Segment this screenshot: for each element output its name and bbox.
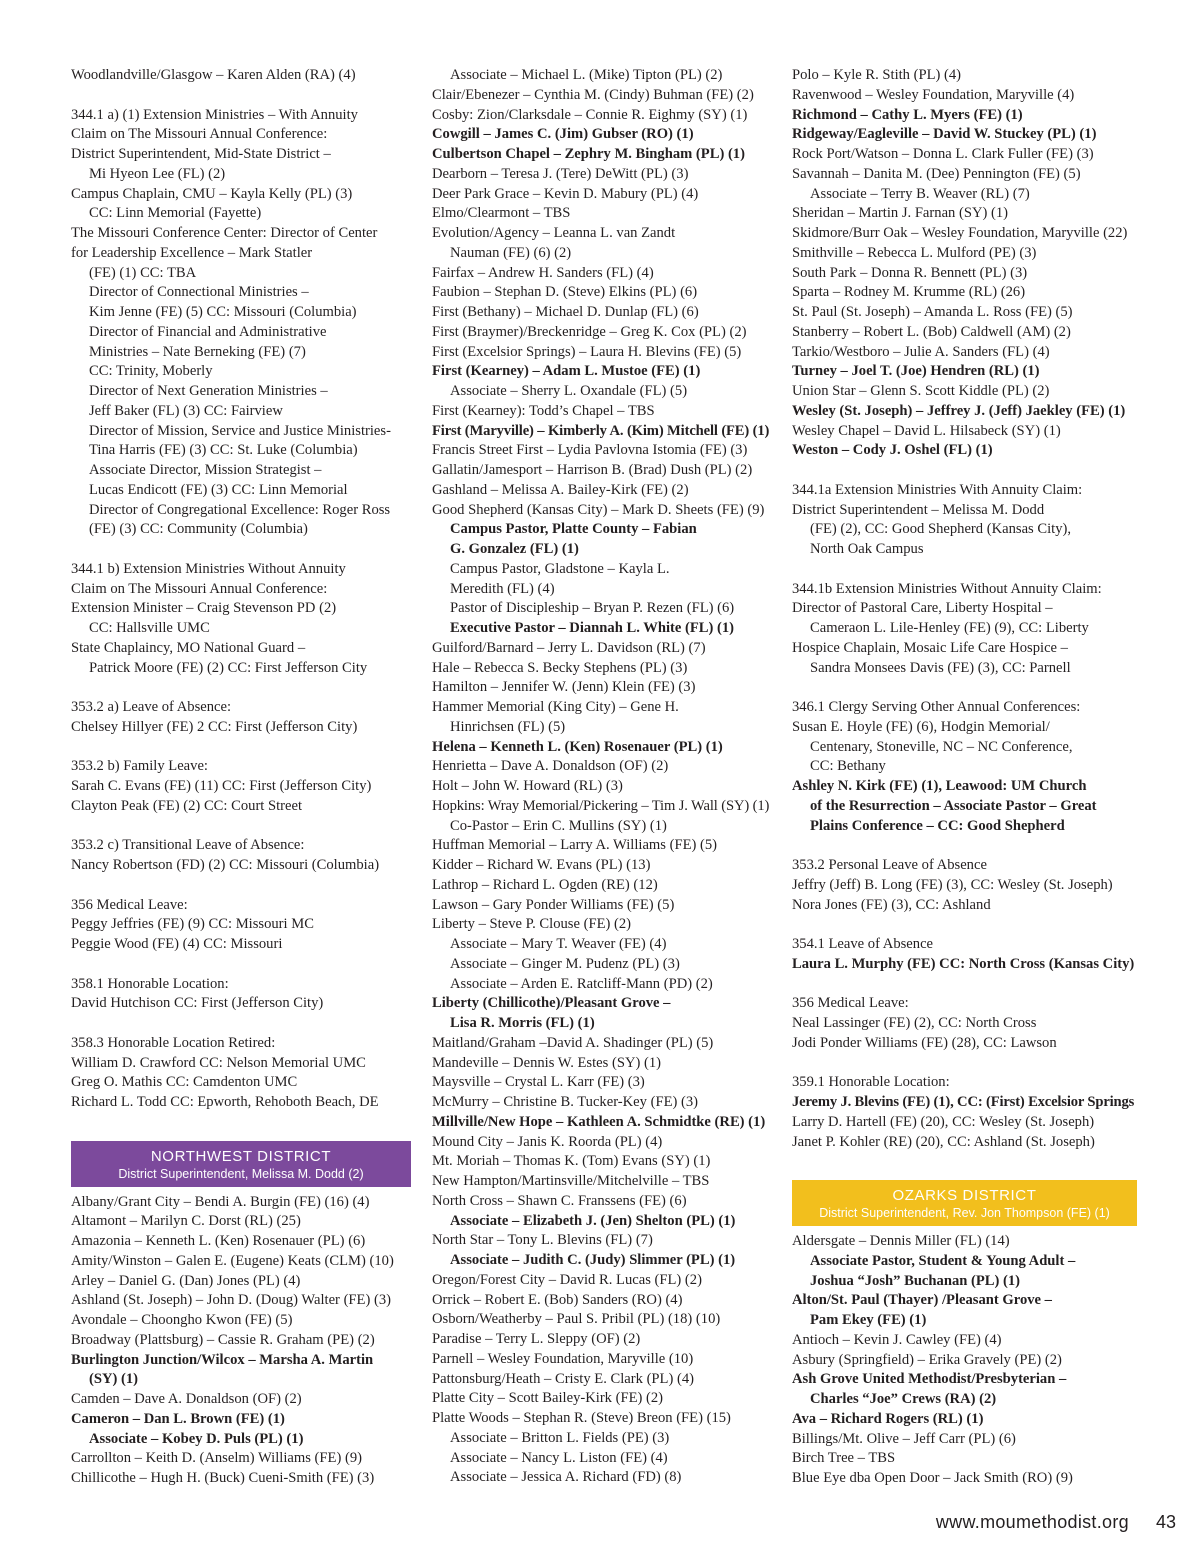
appointment-line: Mt. Moriah – Thomas K. (Tom) Evans (SY) (1) (432, 1153, 711, 1170)
appointment-line: Osborn/Weatherby – Paul S. Pribil (PL) (18) (10) (432, 1311, 721, 1328)
appointment-line: Pastor of Discipleship – Bryan P. Rezen (FL) (6) (450, 600, 735, 617)
appointment-line: First (Kearney): Todd’s Chapel – TBS (432, 402, 655, 419)
appointment-line: North Oak Campus (810, 541, 924, 557)
spacer (792, 975, 1137, 995)
appointment-line: Deer Park Grace – Kevin D. Mabury (PL) (4) (432, 185, 699, 202)
appointment-line: North Star – Tony L. Blevins (FL) (7) (432, 1232, 653, 1249)
appointment-line: Woodlandville/Glasgow – Karen Alden (RA) (4) (71, 67, 356, 83)
appointment-line: Millville/New Hope – Kathleen A. Schmidtke (RE) (1) (432, 1113, 766, 1130)
appointment-line: Albany/Grant City – Bendi A. Burgin (FE) (16) (4) (71, 1193, 370, 1210)
appointment-line: Dearborn – Teresa J. (Tere) DeWitt (PL) (3) (432, 165, 689, 182)
appointment-line: 353.2 c) Transitional Leave of Absence: (71, 837, 305, 854)
appointment-line: Sparta – Rodney M. Krumme (RL) (26) (792, 284, 1026, 301)
appointment-line: Plains Conference – CC: Good Shepherd (810, 817, 1065, 834)
spacer (71, 955, 411, 975)
appointment-line: 353.2 Personal Leave of Absence (792, 857, 987, 873)
appointment-line: Carrollton – Keith D. (Anselm) Williams (FE) (9) (71, 1450, 362, 1467)
appointment-line: Director of Mission, Service and Justice Ministries- (89, 422, 391, 439)
column-right (792, 66, 1137, 1489)
appointment-line: 353.2 a) Leave of Absence: (71, 699, 232, 715)
appointment-line: Laura L. Murphy (FE) CC: North Cross (Kansas City) (792, 955, 1135, 972)
appointment-line: Helena – Kenneth L. (Ken) Rosenauer (PL) (1) (432, 738, 723, 755)
appointment-line: Claim on The Missouri Annual Conference: (71, 580, 328, 597)
appointment-line: District Superintendent, Mid-State District – (71, 146, 331, 162)
appointment-line: South Park – Donna R. Bennett (PL) (3) (792, 264, 1028, 281)
appointment-line: CC: Hallsville UMC (89, 620, 210, 636)
ozarks-district-banner (792, 1180, 1137, 1226)
appointment-line: North Cross – Shawn C. Franssens (FE) (6) (432, 1192, 687, 1209)
appointment-line: Alton/St. Paul (Thayer) /Pleasant Grove – (792, 1292, 1052, 1309)
appointment-line: 356 Medical Leave: (71, 896, 188, 913)
appointment-line: Clayton Peak (FE) (2) CC: Court Street (71, 797, 303, 814)
appointment-line: Huffman Memorial – Larry A. Williams (FE) (5) (432, 837, 718, 854)
appointment-line: Clair/Ebenezer – Cynthia M. (Cindy) Buhman (FE) (2) (432, 86, 754, 103)
appointment-line: Richard L. Todd CC: Epworth, Rehoboth Beach, DE (71, 1094, 379, 1110)
spacer (71, 1014, 411, 1034)
appointment-line: Gallatin/Jamesport – Harrison B. (Brad) Dush (PL) (2) (432, 462, 753, 478)
appointment-line: Liberty – Steve P. Clouse (FE) (2) (432, 916, 632, 933)
appointment-line: Nora Jones (FE) (3), CC: Ashland (792, 896, 991, 913)
appointment-line: The Missouri Conference Center: Director of Center (71, 225, 378, 241)
appointment-line: Guilford/Barnard – Jerry L. Davidson (RL) (7) (432, 639, 706, 656)
appointment-line: First (Kearney) – Adam L. Mustoe (FE) (1) (432, 363, 701, 380)
appointment-line: Ash Grove United Methodist/Presbyterian – (792, 1371, 1067, 1388)
appointment-line: Associate – Britton L. Fields (PE) (3) (450, 1429, 670, 1446)
appointment-line: Associate – Kobey D. Puls (PL) (1) (89, 1430, 304, 1447)
appointment-line: Asbury (Springfield) – Erika Gravely (PE) (2) (792, 1351, 1062, 1368)
appointment-line: Associate – Michael L. (Mike) Tipton (PL) (2) (450, 67, 723, 83)
appointment-line: Claim on The Missouri Annual Conference: (71, 126, 328, 143)
appointment-line: Peggie Wood (FE) (4) CC: Missouri (71, 936, 283, 952)
appointment-line: Hopkins: Wray Memorial/Pickering – Tim J. Wall (SY) (1) (432, 797, 770, 814)
appointment-line: Rock Port/Watson – Donna L. Clark Fuller (FE) (3) (792, 146, 1094, 162)
appointment-line: Campus Pastor, Gladstone – Kayla L. (450, 560, 670, 577)
page-number: 43 (1155, 1512, 1176, 1532)
appointment-line: Hale – Rebecca S. Becky Stephens (PL) (3) (432, 659, 688, 676)
appointment-line: Union Star – Glenn S. Scott Kiddle (PL) (2) (792, 383, 1050, 399)
spacer (792, 915, 1137, 935)
appointment-line: Cameron – Dan L. Brown (FE) (1) (71, 1410, 285, 1427)
appointment-line: of the Resurrection – Associate Pastor – Great (810, 797, 1097, 814)
appointment-line: Evolution/Agency – Leanna L. van Zandt (432, 225, 676, 241)
spacer (71, 738, 411, 758)
appointment-line: Associate – Mary T. Weaver (FE) (4) (450, 936, 667, 952)
appointment-line: Joshua “Josh” Buchanan (PL) (1) (810, 1272, 1021, 1289)
appointment-line: Ridgeway/Eagleville – David W. Stuckey (PL) (1) (792, 126, 1097, 143)
appointment-line: Larry D. Hartell (FE) (20), CC: Wesley (St. Joseph) (792, 1113, 1095, 1130)
appointment-line: Savannah – Danita M. (Dee) Pennington (FE) (5) (792, 165, 1081, 182)
appointment-line: Gashland – Melissa A. Bailey-Kirk (FE) (2) (432, 481, 689, 498)
appointment-line: Nauman (FE) (6) (2) (450, 244, 572, 261)
appointment-line: Francis Street First – Lydia Pavlovna Istomia (FE) (3) (432, 442, 748, 459)
appointment-line: Polo – Kyle R. Stith (PL) (4) (792, 67, 962, 83)
appointment-line: Holt – John W. Howard (RL) (3) (432, 778, 623, 794)
appointment-line: Jeremy J. Blevins (FE) (1), CC: (First) Excelsior Springs (792, 1094, 1135, 1110)
appointment-line: Lucas Endicott (FE) (3) CC: Linn Memorial (89, 481, 348, 498)
appointment-line: 344.1 b) Extension Ministries Without Annuity (71, 560, 346, 577)
appointment-line: Birch Tree – TBS (792, 1450, 896, 1467)
appointment-line: Mandeville – Dennis W. Estes (SY) (1) (432, 1054, 662, 1071)
footer-url[interactable]: www.moumethodist.org (935, 1512, 1129, 1532)
appointment-line: Weston – Cody J. Oshel (FL) (1) (792, 442, 993, 459)
appointment-line: CC: Bethany (810, 758, 886, 775)
appointment-line: Wesley Chapel – David L. Hilsabeck (SY) (1) (792, 422, 1061, 439)
appointment-line: Director of Congregational Excellence: Roger Ross (89, 501, 391, 518)
appointment-line: Associate – Ginger M. Pudenz (PL) (3) (450, 955, 680, 972)
appointment-line: Sheridan – Martin J. Farnan (SY) (1) (792, 205, 1009, 222)
appointment-line: Chelsey Hillyer (FE) 2 CC: First (Jefferson City) (71, 718, 358, 735)
appointment-line: Charles “Joe” Crews (RA) (2) (810, 1391, 997, 1407)
appointment-line: CC: Trinity, Moberly (89, 363, 213, 380)
appointment-line: Tina Harris (FE) (3) CC: St. Luke (Columbia) (89, 442, 358, 459)
spacer (792, 836, 1137, 856)
appointment-line: Associate – Sherry L. Oxandale (FL) (5) (450, 383, 688, 399)
appointment-line: Peggy Jeffries (FE) (9) CC: Missouri MC (71, 916, 314, 933)
appointment-line: Smithville – Rebecca L. Mulford (PE) (3) (792, 244, 1037, 261)
appointment-line: Liberty (Chillicothe)/Pleasant Grove – (432, 995, 671, 1012)
appointment-line: Associate Pastor, Student & Young Adult – (810, 1252, 1076, 1269)
column-left (71, 66, 411, 1489)
appointment-line: Henrietta – Dave A. Donaldson (OF) (2) (432, 758, 669, 775)
appointment-line: First (Bethany) – Michael D. Dunlap (FL) (6) (432, 304, 699, 320)
appointment-line: Altamont – Marilyn C. Dorst (RL) (25) (71, 1213, 301, 1230)
appointment-line: First (Excelsior Springs) – Laura H. Blevins (FE) (5) (432, 343, 742, 360)
appointment-line: Mound City – Janis K. Roorda (PL) (4) (432, 1133, 663, 1150)
appointment-line: Hinrichsen (FL) (5) (450, 718, 566, 735)
appointment-line: State Chaplaincy, MO National Guard – (71, 639, 306, 656)
appointment-line: Maitland/Graham –David A. Shadinger (PL) (5) (432, 1034, 714, 1051)
appointment-line: Ashley N. Kirk (FE) (1), Leawood: UM Church (792, 778, 1087, 794)
appointment-line: District Superintendent – Melissa M. Dodd (792, 501, 1045, 518)
appointment-line: Culbertson Chapel – Zephry M. Bingham (PL) (1) (432, 146, 745, 162)
appointment-line: Lisa R. Morris (FL) (1) (450, 1015, 595, 1031)
appointment-line: New Hampton/Martinsville/Mitchelville – TBS (432, 1173, 710, 1189)
appointment-line: Hospice Chaplain, Mosaic Life Care Hospice – (792, 639, 1068, 656)
appointment-line: Nancy Robertson (FD) (2) CC: Missouri (Columbia) (71, 857, 380, 873)
appointment-line: Extension Minister – Craig Stevenson PD (2) (71, 600, 337, 617)
spacer (792, 1054, 1137, 1074)
appointment-line: Hammer Memorial (King City) – Gene H. (432, 699, 679, 715)
appointment-line: Associate Director, Mission Strategist – (89, 462, 322, 478)
spacer (792, 1152, 1137, 1172)
appointment-line: Elmo/Clearmont – TBS (432, 205, 571, 222)
column-middle (432, 66, 772, 1488)
appointment-line: David Hutchison CC: First (Jefferson City) (71, 995, 324, 1012)
appointment-line: for Leadership Excellence – Mark Statler (71, 244, 313, 261)
appointment-line: Cowgill – James C. (Jim) Gubser (RO) (1) (432, 126, 694, 143)
appointment-line: Susan E. Hoyle (FE) (6), Hodgin Memorial/ (792, 718, 1050, 735)
spacer (71, 817, 411, 837)
spacer (71, 1113, 411, 1133)
appointment-line: Camden – Dave A. Donaldson (OF) (2) (71, 1391, 302, 1407)
northwest-district-banner (71, 1141, 411, 1187)
appointment-line: (FE) (3) CC: Community (Columbia) (89, 521, 308, 538)
appointment-line: Amazonia – Kenneth L. (Ken) Rosenauer (PL) (6) (71, 1233, 366, 1249)
appointment-line: Campus Pastor, Platte County – Fabian (450, 521, 697, 538)
spacer (71, 876, 411, 896)
appointment-line: Amity/Winston – Galen E. (Eugene) Keats (CLM) (10) (71, 1252, 394, 1269)
appointment-line: Avondale – Choongho Kwon (FE) (5) (71, 1312, 293, 1328)
appointment-line: Paradise – Terry L. Sleppy (OF) (2) (432, 1331, 641, 1347)
district-name: OZARKS DISTRICT (892, 1187, 1037, 1204)
spacer (71, 540, 411, 560)
appointment-line: Associate – Terry B. Weaver (RL) (7) (810, 185, 1030, 202)
spacer (71, 86, 411, 106)
appointment-line: Oregon/Forest City – David R. Lucas (FL) (2) (432, 1271, 702, 1288)
appointment-line: Hamilton – Jennifer W. (Jenn) Klein (FE) (3) (432, 679, 696, 696)
appointment-line: (SY) (1) (89, 1371, 139, 1388)
district-superintendent: District Superintendent, Rev. Jon Thompson (FE) (1) (819, 1206, 1110, 1220)
appointment-line: Centenary, Stoneville, NC – NC Conference, (810, 738, 1073, 755)
appointment-line: Jodi Ponder Williams (FE) (28), CC: Lawson (792, 1034, 1057, 1051)
spacer (792, 461, 1137, 481)
appointment-line: 346.1 Clergy Serving Other Annual Conferences: (792, 699, 1081, 715)
spacer (71, 678, 411, 698)
appointment-line: First (Maryville) – Kimberly A. (Kim) Mitchell (FE) (1) (432, 422, 770, 439)
appointment-line: Sarah C. Evans (FE) (11) CC: First (Jefferson City) (71, 778, 372, 794)
appointment-line: Billings/Mt. Olive – Jeff Carr (PL) (6) (792, 1430, 1016, 1447)
appointment-line: Cosby: Zion/Clarksdale – Connie R. Eighmy (SY) (1) (432, 106, 748, 123)
appointment-line: 344.1b Extension Ministries Without Annuity Claim: (792, 580, 1102, 597)
appointment-line: Greg O. Mathis CC: Camdenton UMC (71, 1074, 298, 1091)
appointment-line: Associate – Judith C. (Judy) Slimmer (PL) (1) (450, 1252, 736, 1268)
appointment-line: Pattonsburg/Heath – Cristy E. Clark (PL) (4) (432, 1370, 694, 1387)
appointment-line: Stanberry – Robert L. (Bob) Caldwell (AM) (2) (792, 323, 1071, 340)
appointment-line: Executive Pastor – Diannah L. White (FL) (1) (450, 620, 735, 636)
appointment-line: Meredith (FL) (4) (450, 580, 555, 597)
appointment-line: Burlington Junction/Wilcox – Marsha A. Martin (71, 1351, 374, 1368)
appointment-line: Ava – Richard Rogers (RL) (1) (792, 1410, 984, 1427)
appointment-line: Director of Financial and Administrative (89, 323, 327, 340)
appointment-line: Sandra Monsees Davis (FE) (3), CC: Parnell (810, 659, 1071, 676)
appointment-line: Director of Pastoral Care, Liberty Hospital – (792, 600, 1053, 617)
appointment-line: Associate – Nancy L. Liston (FE) (4) (450, 1449, 668, 1466)
appointment-line: Orrick – Robert E. (Bob) Sanders (RO) (4) (432, 1291, 683, 1308)
appointment-line: Arley – Daniel G. (Dan) Jones (PL) (4) (71, 1272, 301, 1289)
appointment-line: 359.1 Honorable Location: (792, 1074, 950, 1091)
appointment-line: Director of Next Generation Ministries – (89, 383, 328, 399)
appointment-line: St. Paul (St. Joseph) – Amanda L. Ross (FE) (5) (792, 304, 1073, 320)
appointment-line: 356 Medical Leave: (792, 995, 909, 1012)
appointment-line: Chillicothe – Hugh H. (Buck) Cueni-Smith (FE) (3) (71, 1470, 375, 1486)
appointment-line: Patrick Moore (FE) (2) CC: First Jefferson City (89, 659, 368, 676)
appointment-line: (FE) (1) CC: TBA (89, 264, 197, 281)
appointment-line: Director of Connectional Ministries – (89, 284, 309, 301)
appointment-line: 358.3 Honorable Location Retired: (71, 1034, 276, 1051)
appointment-line: McMurry – Christine B. Tucker-Key (FE) (3) (432, 1094, 699, 1110)
appointment-line: Lawson – Gary Ponder Williams (FE) (5) (432, 896, 675, 913)
appointment-line: Turney – Joel T. (Joe) Hendren (RL) (1) (792, 363, 1040, 380)
appointment-line: Cameraon L. Lile-Henley (FE) (9), CC: Liberty (810, 620, 1089, 636)
appointment-line: Lathrop – Richard L. Ogden (RE) (12) (432, 876, 658, 893)
appointment-line: William D. Crawford CC: Nelson Memorial UMC (71, 1054, 366, 1071)
appointment-line: Ravenwood – Wesley Foundation, Maryville (4) (792, 86, 1075, 103)
appointment-line: Pam Ekey (FE) (1) (810, 1312, 927, 1328)
appointment-line: 358.1 Honorable Location: (71, 975, 229, 992)
appointment-line: Co-Pastor – Erin C. Mullins (SY) (1) (450, 817, 667, 834)
appointment-line: Associate – Arden E. Ratcliff-Mann (PD) (2) (450, 975, 713, 992)
appointment-line: Blue Eye dba Open Door – Jack Smith (RO) (9) (792, 1470, 1073, 1486)
appointment-line: 344.1 a) (1) Extension Ministries – With Annuity (71, 106, 358, 123)
appointment-line: Tarkio/Westboro – Julie A. Sanders (FL) (4) (792, 343, 1050, 360)
appointment-line: Skidmore/Burr Oak – Wesley Foundation, Maryville (22) (792, 225, 1128, 241)
appointment-line: Campus Chaplain, CMU – Kayla Kelly (PL) (3) (71, 185, 353, 202)
appointment-line: G. Gonzalez (FL) (1) (450, 541, 579, 557)
appointment-line: Associate – Jessica A. Richard (FD) (8) (450, 1469, 682, 1486)
appointment-line: Good Shepherd (Kansas City) – Mark D. Sheets (FE) (9) (432, 501, 765, 518)
appointment-line: 354.1 Leave of Absence (792, 936, 934, 952)
page-footer (0, 1512, 1176, 1533)
spacer (792, 560, 1137, 580)
appointment-line: 344.1a Extension Ministries With Annuity Claim: (792, 481, 1083, 498)
appointment-line: Kidder – Richard W. Evans (PL) (13) (432, 857, 651, 873)
district-superintendent: District Superintendent, Melissa M. Dodd (2) (118, 1166, 364, 1181)
appointment-line: Aldersgate – Dennis Miller (FL) (14) (792, 1233, 1010, 1249)
appointment-line: First (Braymer)/Breckenridge – Greg K. Cox (PL) (2) (432, 323, 747, 340)
spacer (792, 678, 1137, 698)
appointment-line: Faubion – Stephan D. (Steve) Elkins (PL) (6) (432, 284, 698, 301)
district-name: NORTHWEST DISTRICT (150, 1147, 332, 1165)
appointment-line: Antioch – Kevin J. Cawley (FE) (4) (792, 1331, 1002, 1348)
appointment-line: Jeffry (Jeff) B. Long (FE) (3), CC: Wesley (St. Joseph) (792, 876, 1113, 893)
appointment-line: Mi Hyeon Lee (FL) (2) (89, 165, 226, 182)
appointment-line: Janet P. Kohler (RE) (20), CC: Ashland (St. Joseph) (792, 1133, 1095, 1150)
appointment-line: Wesley (St. Joseph) – Jeffrey J. (Jeff) Jaekley (FE) (1) (792, 402, 1126, 419)
appointment-line: (FE) (2), CC: Good Shepherd (Kansas City), (810, 521, 1072, 538)
appointment-line: Platte City – Scott Bailey-Kirk (FE) (2) (432, 1390, 664, 1407)
appointment-line: Fairfax – Andrew H. Sanders (FL) (4) (432, 264, 654, 281)
appointment-line: Ministries – Nate Berneking (FE) (7) (89, 343, 306, 360)
appointment-line: Platte Woods – Stephan R. (Steve) Breon (FE) (15) (432, 1410, 731, 1426)
appointment-line: Neal Lassinger (FE) (2), CC: North Cross (792, 1015, 1037, 1031)
appointment-line: Broadway (Plattsburg) – Cassie R. Graham (PE) (2) (71, 1331, 375, 1348)
appointment-line: Kim Jenne (FE) (5) CC: Missouri (Columbia) (89, 304, 357, 320)
appointment-line: Ashland (St. Joseph) – John D. (Doug) Walter (FE) (3) (71, 1292, 391, 1309)
appointment-line: Maysville – Crystal L. Karr (FE) (3) (432, 1074, 645, 1091)
appointment-line: 353.2 b) Family Leave: (71, 758, 208, 775)
appointment-line: Associate – Elizabeth J. (Jen) Shelton (PL) (1) (450, 1212, 736, 1229)
appointment-line: Parnell – Wesley Foundation, Maryville (10) (432, 1350, 694, 1367)
appointment-line: CC: Linn Memorial (Fayette) (89, 205, 262, 222)
appointment-line: Jeff Baker (FL) (3) CC: Fairview (89, 402, 283, 419)
appointment-line: Richmond – Cathy L. Myers (FE) (1) (792, 106, 1023, 123)
